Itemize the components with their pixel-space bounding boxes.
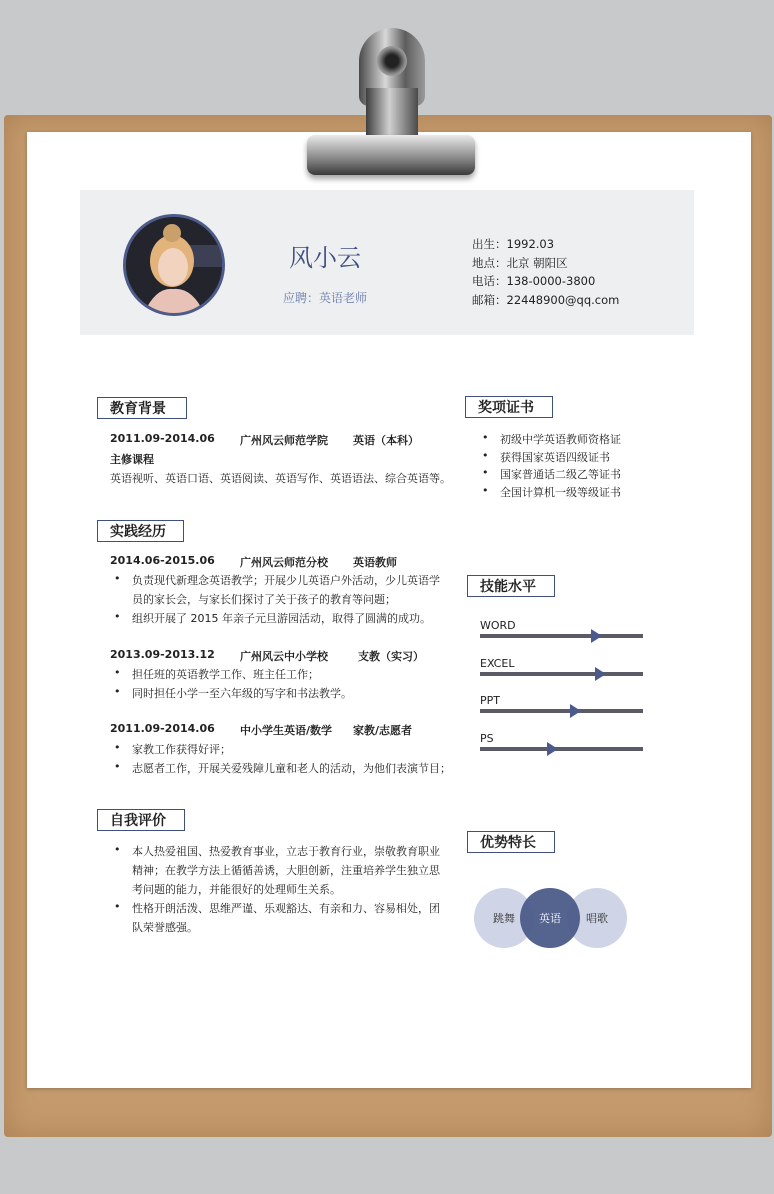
practice-2-bullet-1: • 担任班的英语教学工作、班主任工作； [132,666,319,682]
education-period: 2011.09-2014.06 [110,432,215,445]
skill-bar-ps [480,747,643,751]
skill-label-ppt: PPT [480,694,500,707]
info-email: 邮箱：22448900@qq.com [472,293,620,307]
practice-1-bullet-1: • 负责现代新理念英语教学；开展少儿英语户外活动，少儿英语学 [132,572,440,588]
section-title-strengths: 优势特长 [467,831,555,853]
skill-bar-excel [480,672,643,676]
practice-1-bullet-2: • 组织开展了 2015 年亲子元旦游园活动，取得了圆满的成功。 [132,610,431,626]
self-eval-line-2: 精神；在教学方法上循循善诱，大胆创新，注重培养学生独立思 [132,864,440,877]
practice-2-bullet-2: • 同时担任小学一至六年级的写字和书法教学。 [132,685,352,701]
applied-position: 应聘：英语老师 [282,291,367,305]
self-eval-line-5: 队荣誉感强。 [132,921,198,934]
self-eval-line-4: • 性格开朗活泼、思维严谨、乐观豁达、有亲和力、容易相处，团 [132,900,440,916]
clip-neck [366,88,418,138]
courses-title: 主修课程 [110,453,154,466]
skill-level-marker-icon [570,704,581,718]
skill-level-marker-icon [591,629,602,643]
info-location: 地点：北京 朝阳区 [472,256,568,270]
self-eval-line-1: • 本人热爱祖国、热爱教育事业，立志于教育行业，崇敬教育职业 [132,843,440,859]
practice-1-bullet-1-cont: 员的家长会，与家长们探讨了关于孩子的教育等问题； [132,593,396,606]
strength-circle-sing: 唱歌 [567,888,627,948]
info-phone: 电话：138-0000-3800 [472,274,596,288]
practice-2-role: 支教（实习） [358,650,424,663]
portrait-icon [126,217,222,313]
practice-3-bullet-2: • 志愿者工作，开展关爱残障儿童和老人的活动，为他们表演节目； [132,760,451,776]
practice-2-org: 广州风云中小学校 [240,650,328,663]
education-major: 英语（本科） [353,434,419,447]
applicant-name: 风小云 [289,244,361,272]
award-item: • 国家普通话二级乙等证书 [500,466,621,482]
section-title-practice: 实践经历 [97,520,184,542]
practice-1-role: 英语教师 [353,556,397,569]
award-item: • 全国计算机一级等级证书 [500,484,621,500]
skill-level-marker-icon [595,667,606,681]
award-item: • 初级中学英语教师资格证 [500,431,621,447]
practice-3-role: 家教/志愿者 [353,724,413,737]
practice-1-org: 广州风云师范分校 [240,556,328,569]
info-birth: 出生：1992.03 [472,237,555,251]
practice-1-period: 2014.06-2015.06 [110,554,215,567]
section-title-education: 教育背景 [97,397,187,419]
skill-bar-word [480,634,643,638]
award-item: • 获得国家英语四级证书 [500,449,610,465]
skill-bar-ppt [480,709,643,713]
practice-3-bullet-1: • 家教工作获得好评； [132,741,231,757]
clip-base-icon [307,135,475,175]
skill-label-word: WORD [480,619,516,632]
education-school: 广州风云师范学院 [240,434,328,447]
self-eval-line-3: 考问题的能力，并能很好的处理师生关系。 [132,883,341,896]
strength-circle-english: 英语 [520,888,580,948]
section-title-awards: 奖项证书 [465,396,553,418]
courses-list: 英语视听、英语口语、英语阅读、英语写作、英语语法、综合英语等。 [110,472,451,485]
avatar [123,214,225,316]
skill-label-ps: PS [480,731,494,745]
skill-label-excel: EXCEL [480,656,515,670]
skill-level-marker-icon [547,742,558,756]
practice-3-org: 中小学生英语/数学 [240,724,333,737]
practice-2-period: 2013.09-2013.12 [110,648,215,661]
section-title-skills: 技能水平 [467,575,555,597]
section-title-self-eval: 自我评价 [97,809,185,831]
practice-3-period: 2011.09-2014.06 [110,722,215,735]
strength-circle-dance: 跳舞 [474,888,534,948]
